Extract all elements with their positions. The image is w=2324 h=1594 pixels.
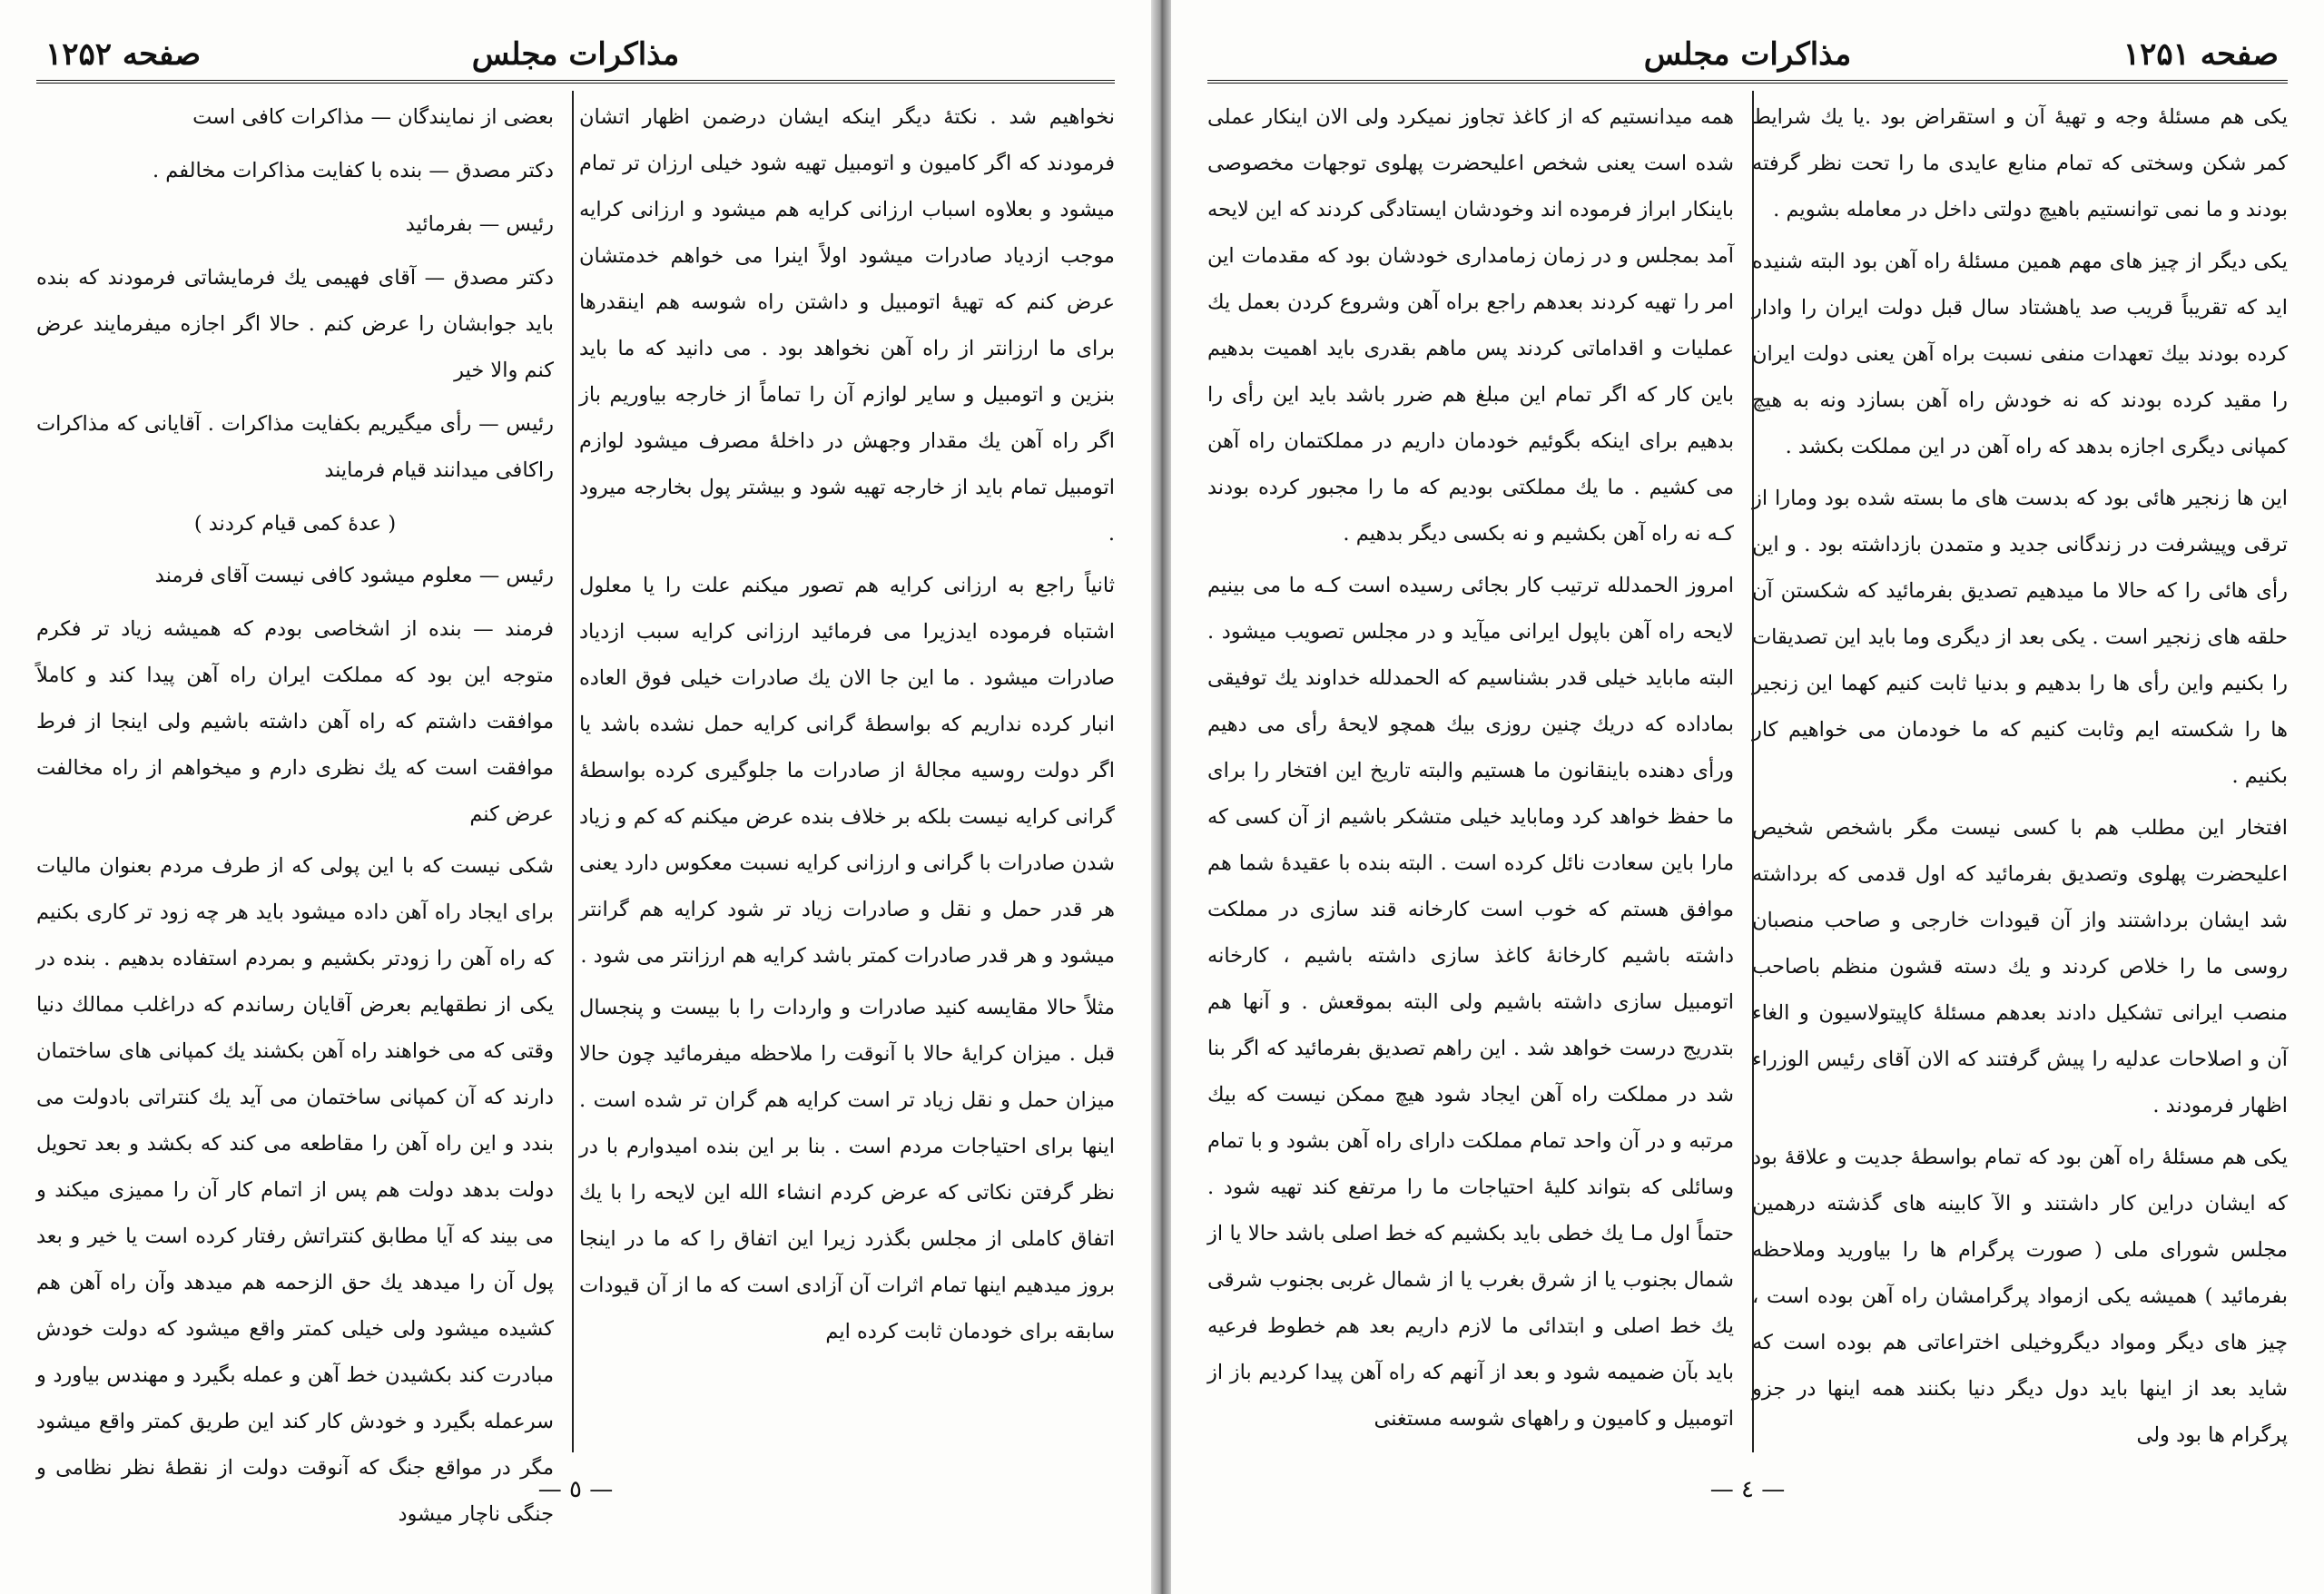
book-gutter <box>1151 0 1171 1594</box>
left-page-number: صفحه ۱۲۵۲ <box>45 36 202 73</box>
right-page-right-column <box>1752 94 2288 1456</box>
paragraph: ثانیاً راجع به ارزانی کرایه هم تصور میکنم علت را یا معلول اشتباه فرموده ایدزیرا می فرمائید ارزانی کرایه سبب ازدیاد صادرات میشود . ما این جا الان یك صادرات خیلی فوق العاده انبار کرده نداریم که بواسطهٔ گرانی کرایه حمل نشده باشد یا اگر دولت روسیه مجالهٔ از صادرات ما جلوگیری کرده بواسطهٔ گرانی کرایه نیست بلکه بر خلاف بنده عرض میکنم که کم و زیاد شدن صادرات با گرانی و ارزانی کرایه نسبت معکوس دارد یعنی هر قدر حمل و نقل و صادرات زیاد تر شود کرایه هم گرانتر میشود و هر قدر صادرات کمتر باشد کرایه هم ارزانتر می شود . <box>579 574 1115 968</box>
right-page-footer: — ٤ — <box>1709 1476 1786 1503</box>
paragraph: دکتر مصدق — آقای فهیمی یك فرمایشاتی فرمودند که بنده باید جوابشان را عرض کنم . حالا اگر اجازه میفرمایند عرض کنم والا خیر <box>36 266 554 382</box>
column-divider <box>572 91 574 1452</box>
paragraph: امروز الحمدلله ترتیب کار بجائی رسیده است کـه ما می بینیم لایحه راه آهن باپول ایرانی میآید و در مجلس تصویب میشود . البته ماباید خیلی قدر بشناسیم که الحمدلله خداوند یك توفیقی بماداده که دریك چنین روزی بیك همچو لایحهٔ رأی می دهیم ورأی دهنده باینقانون ما هستیم والبته تاریخ این افتخار را برای ما حفظ خواهد کرد وماباید خیلی متشکر باشیم از آن کسی که مارا باین سعادت نائل کرده است . البته بنده با عقیدهٔ شما هم موافق هستم که خوب است کارخانه قند سازی در مملکت داشته باشیم کارخانهٔ کاغذ سازی داشته باشیم ، کارخانه اتومبیل سازی داشته باشیم ولی البته بموقعش . و آنها هم بتدریج درست خواهد شد . این راهم تصدیق بفرمائید که اگر بنا شد در مملکت راه آهن ایجاد شود هیچ ممکن نیست که بیك مرتبه و در آن واحد تمام مملکت دارای راه آهن بشود و با تمام وسائلی که بتواند کلیهٔ احتیاجات ما را مرتفع کند تهیه شود . حتماً اول مـا یك خطی باید بکشیم که خط اصلی باشد حالا یا از شمال بجنوب یا از شرق بغرب یا از شمال غربی بجنوب شرقی یك خط اصلی و ابتدائی ما لازم داریم بعد هم خطوط فرعیه باید بآن ضمیمه شود و بعد از آنهم که راه آهن پیدا کردیم باز از اتومبیل و کامیون و راههای شوسه مستغنی <box>1207 574 1734 1431</box>
paragraph: ( عدهٔ کمی قیام کردند ) <box>193 512 397 536</box>
paragraph: رئیس — بفرمائید <box>405 212 554 236</box>
paragraph: یکی هم مسئلهٔ راه آهن بود که تمام بواسطهٔ جدیت و علاقهٔ بود که ایشان دراین کار داشتند و الآ کابینه های گذشته درهمین مجلس شورای ملی ( صورت پرگرام ها را بیاورید وملاحظه بفرمائید ) همیشه یکی ازمواد پرگرامشان راه آهن بوده است ، چیز های دیگر ومواد دیگروخیلی اختراعاتی هم بوده است که شاید بعد از اینها باید دول دیگر دنیا بکنند همه اینها در جزو پرگرام ها بود ولی <box>1752 1146 2288 1447</box>
right-page-left-column <box>1207 94 1734 1456</box>
paragraph: دکتر مصدق — بنده با کفایت مذاکرات مخالفم . <box>152 159 554 182</box>
paragraph: یکی دیگر از چیز های مهم همین مسئلهٔ راه آهن بود البته شنیده اید که تقریباً قریب صد یاهشتاد سال قبل دولت ایران را وادار کرده بودند بیك تعهدات منفی نسبت براه آهن یعنی دولت ایران را مقید کرده بودند که نه خودش راه آهن بسازد ونه به هیچ کمپانی دیگری اجازه بدهد که راه آهن در این مملکت بکشد . <box>1752 250 2288 458</box>
column-divider <box>1752 91 1754 1452</box>
left-page-right-column <box>579 94 1115 1456</box>
paragraph: مثلاً حالا مقایسه کنید صادرات و واردات را با بیست و پنجسال قبل . میزان کرایهٔ حالا با آنوقت را ملاحظه میفرمائید چون حالا میزان حمل و نقل زیاد تر است کرایه هم گران تر شده است . اینها برای احتیاجات مردم است . بنا بر این بنده امیدوارم با در نظر گرفتن نکاتی که عرض کردم انشاء الله این لایحه را با یك اتفاق کاملی از مجلس بگذرد زیرا این اتفاق را که ما در اینجا بروز میدهیم اینها تمام اثرات آن آزادی است که ما از آن قیودات سابقه برای خودمان ثابت کرده ایم <box>579 996 1115 1343</box>
paragraph: رئیس — رأی میگیریم بکفایت مذاکرات . آقایانی که مذاکرات راکافی میدانند قیام فرمایند <box>36 412 554 482</box>
paragraph: نخواهیم شد . نکتهٔ دیگر اینکه ایشان درضمن اظهار اتشان فرمودند که اگر کامیون و اتومبیل تهیه شود خیلی ارزان تر تمام میشود و بعلاوه اسباب ارزانی کرایه هم میشود و ارزانی کرایه موجب ازدیاد صادرات میشود اولاً اینرا می خواهم خدمتشان عرض کنم که تهیهٔ اتومبیل و داشتن راه شوسه هم اینقدرها برای ما ارزانتر از راه آهن نخواهد بود . می دانید که ما باید بنزین و اتومبیل و سایر لوازم آن را تماماً از خارجه بیاوریم باز اگر راه آهن یك مقدار وجهش در داخلهٔ مصرف میشود لوازم اتومبیل تمام باید از خارجه تهیه شود و بیشتر پول بخارجه میرود . <box>579 105 1115 546</box>
paragraph: فرمند — بنده از اشخاصی بودم که همیشه زیاد تر فکرم متوجه این بود که مملکت ایران راه آهن پیدا کند و کاملاً موافقت داشتم که راه آهن داشته باشیم ولی اینجا از فرط موافقت است که یك نظری دارم و میخواهم از راه مخالفت عرض کنم <box>36 617 554 826</box>
left-page <box>0 0 1151 1594</box>
paragraph: افتخار این مطلب هم با کسی نیست مگر باشخص شخیص اعلیحضرت پهلوی وتصدیق بفرمائید که اول قدمی که برداشته شد ایشان برداشتند واز آن قیودات خارجی و صاحب منصبان روسی ما را خلاص کردند و یك دسته قشون منظم باصاحب منصب ایرانی تشکیل دادند بعدهم مسئلهٔ کاپیتولاسیون و الغاء آن و اصلاحات عدلیه را پیش گرفتند که الان آقای رئیس الوزراء اظهار فرمودند . <box>1752 816 2288 1117</box>
paragraph: این ها زنجیر هائی بود که بدست های ما بسته شده بود ومارا از ترقی وپیشرفت در زندگانی جدید و متمدن بازداشته بود . و این رأی هائی را که حالا ما میدهیم تصدیق بفرمائید که شکستن آن حلقه های زنجیر است . یکی بعد از دیگری وما باید این تصدیقات را بکنیم واین رأی ها را بدهیم و بدنیا ثابت کنیم کهما این زنجیر ها را شکسته ایم وثابت کنیم که ما خودمان می خواهیم کار بکنیم . <box>1752 487 2288 788</box>
right-page-header <box>1207 34 2288 84</box>
paragraph: یکی هم مسئلهٔ وجه و تهیهٔ آن و استقراض بود .یا یك شرایط کمر شکن وسختی که تمام منابع عایدی ما را تحت نظر گرفته بودند و ما نمی توانستیم باهیچ دولتی داخل در معامله بشویم . <box>1752 105 2288 221</box>
paragraph: شکی نیست که با این پولی که از طرف مردم بعنوان مالیات برای ایجاد راه آهن داده میشود باید هر چه زود تر کاری بکنیم که راه آهن را زودتر بکشیم و بمردم استفاده بدهیم . بنده در یکی از نطقهایم بعرض آقایان رساندم که دراغلب ممالك دنیا وقتی که می خواهند راه آهن بکشند یك کمپانی های ساختمان دارند که آن کمپانی ساختمان می آید یك کنتراتی بادولت می بندد و این راه آهن را مقاطعه می کند که بکشد و بعد تحویل دولت بدهد دولت هم پس از اتمام کار آن را ممیزی میکند و می بیند که آیا مطابق کنتراتش رفتار کرده است یا خیر و بعد پول آن را میدهد یك حق الزحمه هم میدهد وآن راه آهن هم کشیده میشود ولی خیلی کمتر واقع میشود که دولت خودش مبادرت کند بکشیدن خط آهن و عمله بگیرد و مهندس بیاورد و سرعمله بگیرد و خودش کار کند این طریق کمتر واقع میشود مگر در مواقع جنگ که آنوقت دولت از نقطهٔ نظر نظامی و جنگی ناچار میشود <box>36 854 554 1526</box>
right-page-title: مذاکرات مجلس <box>1643 36 1852 73</box>
paragraph: بعضی از نمایندگان — مذاکرات کافی است <box>192 105 554 129</box>
left-page-header <box>36 34 1115 84</box>
left-page-title: مذاکرات مجلس <box>471 36 680 73</box>
paragraph: رئیس — معلوم میشود کافی نیست آقای فرمند <box>154 564 554 587</box>
right-page <box>1171 0 2324 1594</box>
left-page-footer: — ٥ — <box>537 1476 614 1503</box>
left-page-left-column <box>36 94 554 1526</box>
right-page-number: صفحه ۱۲۵۱ <box>2122 36 2279 73</box>
paragraph: همه میدانستیم که از کاغذ تجاوز نمیکرد ولی الان اینکار عملی شده است یعنی شخص اعلیحضرت پهلوی توجهات مخصوصی باینکار ابراز فرموده اند وخودشان ایستادگی کردند که این لایحه آمد بمجلس و در زمان زمامداری خودشان بود که مقدمات این امر را تهیه کردند بعدهم راجع براه آهن وشروع کردن بعمل یك عملیات و اقداماتی کردند پس ماهم بقدری باید اهمیت بدهیم باین کار که اگر تمام این مبلغ هم ضرر باشد باید این رأی را بدهیم برای اینکه بگوئیم خودمان داریم در مملکتمان راه آهن می کشیم . ما یك مملکتی بودیم که ما را مجبور کرده بودند کـه نه راه آهن بکشیم و نه بکسی دیگر بدهیم . <box>1207 105 1734 546</box>
